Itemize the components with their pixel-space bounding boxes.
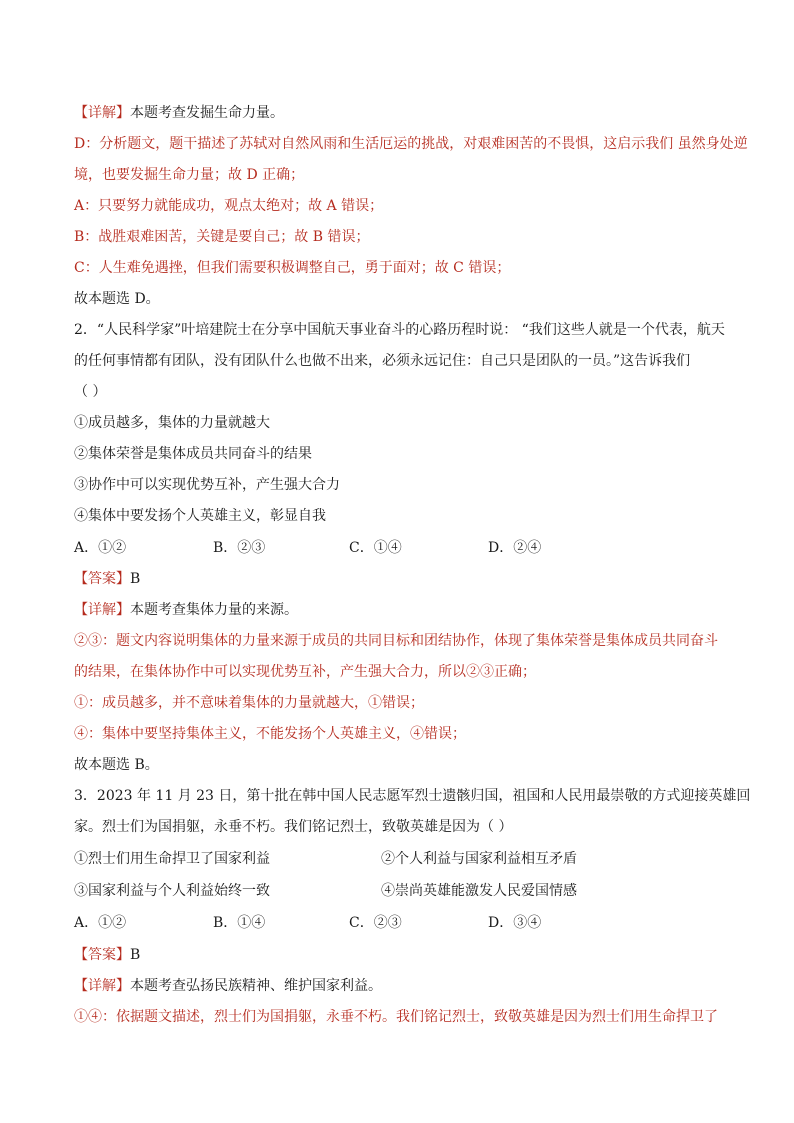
q2-stem-line2: 的任何事情都有团队，没有团队什么也做不出来，必须永远记住：自己只是团队的一员。”这告诉我们 (74, 353, 691, 369)
q2-explain-2: ①：成员越多，并不意味着集体的力量就越大，①错误； (74, 695, 424, 711)
q2-paren: （ ） (74, 384, 107, 400)
q1-analysis-c: C：人生难免遇挫，但我们需要积极调整自己，勇于面对；故 C 错误； (74, 260, 511, 276)
q1-analysis-line2: 境，也要发掘生命力量；故 D 正确； (74, 167, 305, 183)
q1-conclusion: 故本题选 D。 (74, 291, 160, 307)
q3-option-d: D．③④ (488, 915, 542, 931)
q1-analysis-b: B：战胜艰难困苦，关键是要自己；故 B 错误； (74, 229, 370, 245)
q3-detail: 【详解】本题考查弘扬民族精神、维护国家利益。 (74, 978, 382, 994)
q3-option-a: A．①② (74, 915, 127, 931)
q2-stem-line1: 2．“人民科学家”叶培建院士在分享中国航天事业奋斗的心路历程时说： “我们这些人就是一个代表，航天 (74, 322, 725, 338)
detail-tag: 【详解】 (74, 978, 130, 994)
q3-option-c: C．②③ (349, 915, 402, 931)
q2-explain-line1: ②③：题文内容说明集体的力量来源于成员的共同目标和团结协作，体现了集体荣誉是集体成员共同奋斗 (74, 633, 718, 649)
q2-option-a: A．①② (74, 540, 127, 556)
detail-tag: 【详解】 (74, 105, 130, 121)
q3-statement-4: ④崇尚英雄能激发人民爱国情感 (381, 883, 577, 899)
q3-statement-1: ①烈士们用生命捍卫了国家利益 (74, 851, 270, 867)
q3-answer: 【答案】B (74, 947, 141, 963)
q2-explain-3: ④：集体中要坚持集体主义，不能发扬个人英雄主义，④错误； (74, 726, 466, 742)
q3-option-b: B．①④ (213, 915, 266, 931)
answer-tag: 【答案】 (74, 571, 130, 587)
q3-statement-3: ③国家利益与个人利益始终一致 (74, 883, 270, 899)
q2-statement-1: ①成员越多，集体的力量就越大 (74, 415, 270, 431)
q2-detail: 【详解】本题考查集体力量的来源。 (74, 602, 298, 618)
q3-stem-line1: 3．2023 年 11 月 23 日，第十批在韩中国人民志愿军烈士遗骸归国，祖国和人民用最崇敬的方式迎接英雄回 (74, 788, 751, 804)
q1-analysis-a: A：只要努力就能成功，观点太绝对；故 A 错误； (74, 198, 384, 214)
q2-statement-3: ③协作中可以实现优势互补，产生强大合力 (74, 477, 340, 493)
q2-conclusion: 故本题选 B。 (74, 757, 159, 773)
q2-option-d: D．②④ (488, 540, 542, 556)
q2-answer: 【答案】B (74, 571, 141, 587)
q2-option-c: C．①④ (349, 540, 402, 556)
q3-statement-2: ②个人利益与国家利益相互矛盾 (381, 851, 577, 867)
q3-explain-1: ①④：依据题文描述，烈士们为国捐躯，永垂不朽。我们铭记烈士，致敬英雄是因为烈士们用生命捍卫了 (74, 1009, 718, 1025)
q1-analysis-line1: D：分析题文，题干描述了苏轼对自然风雨和生活厄运的挑战，对艰难困苦的不畏惧，这启示我们 虽然身处逆 (74, 136, 748, 152)
q3-stem-line2: 家。烈士们为国捐躯，永垂不朽。我们铭记烈士，致敬英雄是因为（ ） (74, 819, 513, 835)
q2-statement-4: ④集体中要发扬个人英雄主义，彰显自我 (74, 508, 326, 524)
q2-option-b: B．②③ (213, 540, 266, 556)
q1-detail: 【详解】本题考查发掘生命力量。 (74, 105, 284, 121)
q2-explain-line2: 的结果，在集体协作中可以实现优势互补，产生强大合力，所以②③正确； (74, 664, 536, 680)
answer-tag: 【答案】 (74, 947, 130, 963)
q2-statement-2: ②集体荣誉是集体成员共同奋斗的结果 (74, 446, 312, 462)
detail-tag: 【详解】 (74, 602, 130, 618)
